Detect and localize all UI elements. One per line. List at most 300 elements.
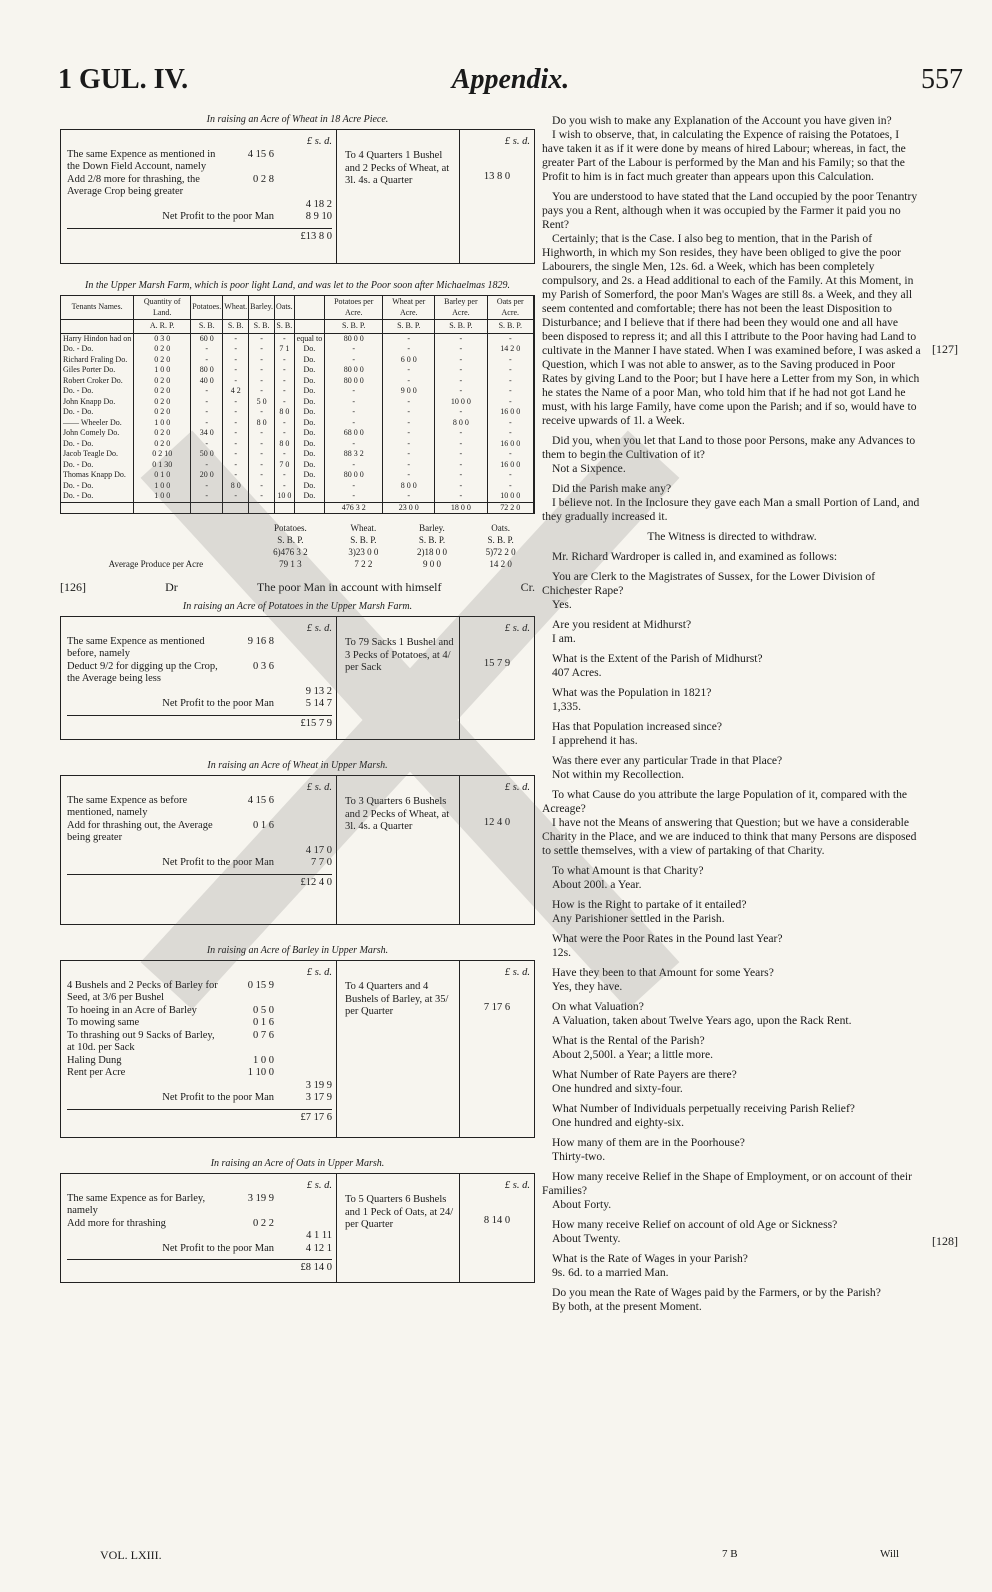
question: Has that Population increased since? xyxy=(552,720,722,733)
unit-header xyxy=(294,320,325,334)
spacer xyxy=(274,980,332,1005)
table-cell: 0 1 30 xyxy=(134,460,191,471)
answer: I am. xyxy=(552,632,576,645)
credit-total: 15 7 9 xyxy=(483,657,511,669)
table-cell xyxy=(223,502,249,513)
table-cell: 8 0 xyxy=(223,481,249,492)
unit-header: S. B. P. xyxy=(487,320,533,334)
table-cell: - xyxy=(274,376,294,387)
potatoes-account xyxy=(60,616,535,740)
credit-total-col xyxy=(459,130,534,263)
table-row xyxy=(61,418,534,429)
table-row xyxy=(61,460,534,471)
table-cell: 0 2 0 xyxy=(134,344,191,355)
unit-header xyxy=(61,320,134,334)
answer: 9s. 6d. to a married Man. xyxy=(552,1266,669,1279)
expense-text: Deduct 9/2 for digging up the Crop, the Average being less xyxy=(67,660,218,684)
table-row xyxy=(61,376,534,387)
column-header: Potatoes. xyxy=(191,296,223,320)
table-cell: 0 2 10 xyxy=(134,449,191,460)
avg-cell: Oats. xyxy=(491,523,511,533)
total-cell: 23 0 0 xyxy=(383,502,435,513)
spacer xyxy=(274,795,332,820)
table-cell: —— Wheeler Do. xyxy=(61,418,134,429)
table-cell: - xyxy=(487,418,533,429)
table-cell: 1 0 0 xyxy=(134,418,191,429)
table-cell: - xyxy=(383,439,435,450)
table-cell: 0 3 0 xyxy=(134,333,191,344)
total-amount: 7 17 6 xyxy=(305,1111,332,1123)
account-heading xyxy=(60,580,535,595)
credit-total-col xyxy=(459,961,534,1137)
table-cell: 8 0 xyxy=(274,407,294,418)
column-header: Oats. xyxy=(274,296,294,320)
barley-account xyxy=(60,960,535,1138)
table-cell: - xyxy=(223,470,249,481)
avg-cell: S. B. P. xyxy=(350,535,377,545)
table-cell: 34 0 xyxy=(191,428,223,439)
lsd-header: £ s. d. xyxy=(504,623,530,634)
table-cell: Do. xyxy=(294,449,325,460)
table-cell: - xyxy=(191,481,223,492)
avg-cell: Barley. xyxy=(419,523,445,533)
table-cell: Richard Fraling Do. xyxy=(61,355,134,366)
question: What Number of Rate Payers are there? xyxy=(552,1068,737,1081)
table-cell xyxy=(249,502,275,513)
expense-sum: 3 19 9 xyxy=(305,1079,332,1091)
expense-line xyxy=(67,1017,332,1030)
table-cell: 10 0 xyxy=(274,491,294,502)
table-cell: Do. - Do. xyxy=(61,386,134,397)
table-cell: - xyxy=(223,418,249,429)
table-cell: 88 3 2 xyxy=(325,449,383,460)
answer: Any Parishioner settled in the Parish. xyxy=(552,912,725,925)
lsd-header: £ s. d. xyxy=(306,136,332,147)
oats-title: In raising an Acre of Oats in Upper Marsh. xyxy=(210,1158,385,1169)
table-row xyxy=(61,365,534,376)
question: You are Clerk to the Magistrates of Sussex, for the Lower Division of Chichester Rape? xyxy=(542,570,876,597)
table-cell: 80 0 0 xyxy=(325,470,383,481)
regnal-year: 1 GUL. IV. xyxy=(58,64,189,95)
question: What were the Poor Rates in the Pound last Year? xyxy=(552,932,783,945)
unit-header: S. B. P. xyxy=(383,320,435,334)
table-cell: Robert Croker Do. xyxy=(61,376,134,387)
lsd-header: £ s. d. xyxy=(306,967,332,978)
table-cell: 80 0 0 xyxy=(325,376,383,387)
avg-cell: 79 1 3 xyxy=(279,559,302,569)
table-row xyxy=(61,481,534,492)
expense-text: The same Expence as for Barley, namely xyxy=(67,1192,206,1216)
page-title: Appendix. xyxy=(451,64,570,95)
table-cell: - xyxy=(274,418,294,429)
table-cell: Harry Hindon had on xyxy=(61,333,134,344)
column-header: Quantity of Land. xyxy=(134,296,191,320)
avg-label: Average Produce per Acre xyxy=(108,559,204,569)
credit-description: To 4 Quarters and 4 Bushels of Barley, at 35/ per Quarter xyxy=(345,981,449,1017)
expense-amount: 0 1 6 xyxy=(253,819,274,831)
avg-cell: S. B. P. xyxy=(418,535,446,545)
lsd-header: £ s. d. xyxy=(504,1180,530,1191)
question: Do you mean the Rate of Wages paid by the Farmers, or by the Parish? xyxy=(552,1286,881,1299)
table-cell: - xyxy=(325,355,383,366)
avg-cell: Wheat. xyxy=(350,523,377,533)
expense-line xyxy=(67,1030,332,1055)
table-cell: 10 0 0 xyxy=(487,491,533,502)
table-cell: Jacob Teagle Do. xyxy=(61,449,134,460)
expense-line xyxy=(67,820,332,845)
table-cell: Do. xyxy=(294,355,325,366)
expense-text: Add 2/8 more for thrashing, the Average Crop being greater xyxy=(67,173,200,197)
question: To what Cause do you attribute the large Population of it, compared with the Acreage? xyxy=(542,788,908,815)
table-cell xyxy=(191,502,223,513)
expense-line xyxy=(67,1005,332,1018)
table-cell: Do. xyxy=(294,470,325,481)
table-cell: 0 2 0 xyxy=(134,376,191,387)
direction: The Witness is directed to withdraw. xyxy=(647,530,817,543)
table-cell: - xyxy=(223,449,249,460)
table-cell: - xyxy=(274,449,294,460)
unit-header: S. B. P. xyxy=(435,320,487,334)
table-cell: - xyxy=(274,397,294,408)
table-cell: - xyxy=(325,386,383,397)
debit-side xyxy=(61,130,337,263)
spacer xyxy=(274,1193,332,1218)
credit-side xyxy=(337,130,534,263)
table-cell: - xyxy=(249,407,275,418)
barley-title: In raising an Acre of Barley in Upper Marsh. xyxy=(206,945,389,956)
table-row xyxy=(61,449,534,460)
question: How many receive Relief in the Shape of Employment, or on account of their Families? xyxy=(542,1170,912,1197)
table-cell: - xyxy=(435,386,487,397)
expense-text: To mowing same xyxy=(67,1017,140,1028)
total-amount: 15 7 9 xyxy=(305,717,332,729)
table-cell: - xyxy=(383,333,435,344)
table-cell: - xyxy=(435,428,487,439)
table-cell: - xyxy=(435,449,487,460)
column-header: Oats per Acre. xyxy=(487,296,533,320)
answer: About 2,500l. a Year; a little more. xyxy=(552,1048,713,1061)
lsd-header: £ s. d. xyxy=(504,782,530,793)
expense-line xyxy=(67,1193,332,1218)
expense-line xyxy=(67,661,332,686)
table-cell xyxy=(294,502,325,513)
table-cell: - xyxy=(487,449,533,460)
table-cell: 7 1 xyxy=(274,344,294,355)
answer: About 200l. a Year. xyxy=(552,878,642,891)
answer: 407 Acres. xyxy=(552,666,602,679)
total-line xyxy=(67,1109,332,1125)
unit-header: S. B. P. xyxy=(325,320,383,334)
credit-total: 7 17 6 xyxy=(483,1001,511,1013)
profit-label: Net Profit to the poor Man xyxy=(162,857,274,868)
sum-line xyxy=(67,199,332,212)
table-cell: - xyxy=(223,439,249,450)
spacer xyxy=(274,1005,332,1018)
wheat-title: In raising an Acre of Wheat in Upper Marsh. xyxy=(207,760,388,771)
table-cell: - xyxy=(249,470,275,481)
credit-total-col xyxy=(459,776,534,924)
table-cell: - xyxy=(435,333,487,344)
credit-label: Cr. xyxy=(520,580,535,594)
spacer xyxy=(67,1080,274,1093)
table-cell: - xyxy=(435,344,487,355)
table-cell: - xyxy=(383,491,435,502)
question: Did you, when you let that Land to those poor Persons, make any Advances to them to begin the Cultivation of it? xyxy=(542,434,916,461)
table-cell: 16 0 0 xyxy=(487,460,533,471)
table-cell: 1 0 0 xyxy=(134,481,191,492)
table-cell: - xyxy=(191,407,223,418)
table-cell: - xyxy=(487,333,533,344)
table-cell: Do. xyxy=(294,376,325,387)
expense-sum: 9 13 2 xyxy=(305,685,332,697)
expense-text: The same Expence as mentioned before, namely xyxy=(67,635,205,659)
credit-side xyxy=(337,776,534,924)
expense-line xyxy=(67,1067,332,1080)
table-cell: - xyxy=(191,439,223,450)
table-cell: - xyxy=(325,407,383,418)
spacer xyxy=(67,845,274,858)
table-cell: 16 0 0 xyxy=(487,439,533,450)
page-header xyxy=(58,64,963,104)
credit-description: To 5 Quarters 6 Bushels and 1 Peck of Oats, at 24/ per Quarter xyxy=(345,1194,454,1230)
spacer xyxy=(67,1230,274,1243)
table-cell: - xyxy=(249,460,275,471)
table-cell: 80 0 0 xyxy=(325,365,383,376)
table-cell: 0 2 0 xyxy=(134,386,191,397)
table-cell: Giles Porter Do. xyxy=(61,365,134,376)
expense-line xyxy=(67,149,332,174)
expense-sum: 4 1 11 xyxy=(306,1230,332,1241)
table-cell: 4 2 xyxy=(223,386,249,397)
expense-text: Haling Dung xyxy=(67,1054,122,1066)
answer: About Twenty. xyxy=(552,1232,621,1245)
total-amount: 8 14 0 xyxy=(305,1262,332,1273)
average-produce xyxy=(60,522,535,570)
table-cell: - xyxy=(383,407,435,418)
table-cell: - xyxy=(191,460,223,471)
expense-line xyxy=(67,1055,332,1068)
debit-side xyxy=(61,1174,337,1282)
debit-side xyxy=(61,961,337,1137)
question: What Number of Individuals perpetually receiving Parish Relief? xyxy=(552,1102,855,1115)
expense-text: The same Expence as mentioned in the Down Field Account, namely xyxy=(67,148,216,172)
answer: By both, at the present Moment. xyxy=(552,1300,702,1313)
question: What is the Extent of the Parish of Midhurst? xyxy=(552,652,763,665)
signature-mark: 7 B xyxy=(722,1548,738,1560)
answer: I believe not. In the Inclosure they gave each Man a small Portion of Land, and they gradually increased it. xyxy=(542,496,920,523)
unit-header: S. B. xyxy=(223,320,249,334)
table-cell: 8 0 0 xyxy=(383,481,435,492)
table-cell: Do. - Do. xyxy=(61,460,134,471)
debit-side xyxy=(61,776,337,924)
expense-amount: 3 19 9 xyxy=(247,1192,274,1204)
table-cell: 68 0 0 xyxy=(325,428,383,439)
table-cell: - xyxy=(383,397,435,408)
avg-cell: 14 2 0 xyxy=(489,559,512,569)
expense-amount: 0 1 6 xyxy=(253,1017,274,1028)
answer: I wish to observe, that, in calculating the Expence of raising the Potatoes, I have taken it as if it were done by means of hired Labour; whereas, in fact, the greater Part of the Labour is performed by the Man and his Family; so that the Profit to him is in fact much greater than appears upon this Calculation. xyxy=(542,128,906,183)
profit-amount: 3 17 9 xyxy=(305,1092,332,1103)
table-cell: 5 0 xyxy=(249,397,275,408)
tenants-title: In the Upper Marsh Farm, which is poor light Land, and was let to the Poor soon after Michaelmas 1829. xyxy=(85,280,510,291)
expense-amount: 0 15 9 xyxy=(247,979,274,991)
table-cell: Do. xyxy=(294,428,325,439)
answer: Yes. xyxy=(552,598,572,611)
question: Do you wish to make any Explanation of the Account you have given in? xyxy=(552,114,892,127)
expense-text: 4 Bushels and 2 Pecks of Barley for Seed, at 3/6 per Bushel xyxy=(67,979,218,1003)
expense-text: The same Expence as before mentioned, namely xyxy=(67,794,188,818)
question: How many of them are in the Poorhouse? xyxy=(552,1136,745,1149)
catchword: Will xyxy=(880,1548,900,1560)
column-header xyxy=(294,296,325,320)
profit-line xyxy=(67,857,332,870)
table-cell: - xyxy=(249,333,275,344)
oats-account xyxy=(60,1173,535,1283)
question: To what Amount is that Charity? xyxy=(552,864,704,877)
table-cell: 80 0 0 xyxy=(325,333,383,344)
expense-sum: 4 18 2 xyxy=(305,198,332,210)
table-cell: equal to xyxy=(294,333,325,344)
spacer xyxy=(274,1218,332,1231)
answer: Thirty-two. xyxy=(552,1150,606,1163)
credit-side xyxy=(337,1174,534,1282)
expense-line xyxy=(67,1218,332,1231)
answer: Not a Sixpence. xyxy=(552,462,626,475)
table-cell: 0 2 0 xyxy=(134,397,191,408)
table-cell: - xyxy=(383,344,435,355)
table-cell: - xyxy=(274,365,294,376)
column-header: Wheat. xyxy=(223,296,249,320)
table-cell: - xyxy=(383,460,435,471)
column-header: Barley. xyxy=(249,296,275,320)
total-cell: 72 2 0 xyxy=(487,502,533,513)
table-cell: - xyxy=(223,428,249,439)
profit-line xyxy=(67,211,332,224)
unit-header: A. R. P. xyxy=(134,320,191,334)
expense-amount: 9 16 8 xyxy=(247,635,274,647)
table-cell: - xyxy=(325,491,383,502)
question: Did the Parish make any? xyxy=(552,482,672,495)
table-cell: - xyxy=(274,355,294,366)
credit-side xyxy=(337,617,534,739)
page-number: 557 xyxy=(921,64,963,95)
table-cell: - xyxy=(249,449,275,460)
expense-amount: 4 15 6 xyxy=(247,794,274,806)
table-cell: Do. xyxy=(294,491,325,502)
table-cell: - xyxy=(249,481,275,492)
table-cell: - xyxy=(274,470,294,481)
table-cell: Do. - Do. xyxy=(61,491,134,502)
table-cell: - xyxy=(325,344,383,355)
avg-label xyxy=(60,534,252,546)
table-row xyxy=(61,397,534,408)
table-cell: - xyxy=(435,470,487,481)
table-cell: - xyxy=(249,355,275,366)
profit-amount: 5 14 7 xyxy=(305,698,332,709)
question: Mr. Richard Wardroper is called in, and examined as follows: xyxy=(552,550,838,563)
sum-line xyxy=(67,686,332,699)
question: Have they been to that Amount for some Years? xyxy=(552,966,774,979)
profit-line xyxy=(67,1092,332,1105)
table-cell: - xyxy=(274,386,294,397)
question: How many receive Relief on account of old Age or Sickness? xyxy=(552,1218,838,1231)
table-cell: - xyxy=(223,376,249,387)
unit-header: S. B. xyxy=(249,320,275,334)
table-cell: - xyxy=(274,481,294,492)
table-cell: 9 0 0 xyxy=(383,386,435,397)
table-cell: 20 0 xyxy=(191,470,223,481)
table-cell: - xyxy=(435,439,487,450)
table-cell: 8 0 0 xyxy=(435,418,487,429)
profit-amount: 7 7 0 xyxy=(311,857,332,868)
table-cell: - xyxy=(325,481,383,492)
pound-sign: £ xyxy=(300,717,306,729)
total-amount: 12 4 0 xyxy=(305,876,332,888)
expense-amount: 0 5 0 xyxy=(253,1004,274,1016)
total-line xyxy=(67,715,332,731)
table-cell: Do. xyxy=(294,397,325,408)
table-cell: - xyxy=(325,460,383,471)
expense-text: Add for thrashing out, the Average being greater xyxy=(67,819,213,843)
total-line xyxy=(67,228,332,244)
table-cell: - xyxy=(249,365,275,376)
avg-cell: 7 2 2 xyxy=(354,559,373,569)
unit-header: S. B. xyxy=(191,320,223,334)
lsd-header: £ s. d. xyxy=(306,782,332,793)
table-cell: - xyxy=(223,407,249,418)
account-heading-text: The poor Man in account with himself xyxy=(256,580,442,594)
question: On what Valuation? xyxy=(552,1000,644,1013)
profit-label: Net Profit to the poor Man xyxy=(162,1242,274,1254)
table-cell: - xyxy=(325,439,383,450)
table-cell: - xyxy=(223,491,249,502)
table-cell: - xyxy=(249,344,275,355)
sum-line xyxy=(67,1230,332,1243)
lsd-header: £ s. d. xyxy=(306,623,332,634)
credit-total: 13 8 0 xyxy=(483,170,511,182)
table-cell: - xyxy=(487,355,533,366)
question: What is the Rental of the Parish? xyxy=(552,1034,705,1047)
expense-text: To thrashing out 9 Sacks of Barley, at 10d. per Sack xyxy=(67,1029,215,1053)
table-cell: 7 0 xyxy=(274,460,294,471)
expense-amount: 1 10 0 xyxy=(247,1067,274,1078)
table-cell: Do. xyxy=(294,439,325,450)
table-cell: Do. xyxy=(294,418,325,429)
table-cell: - xyxy=(191,418,223,429)
profit-label: Net Profit to the poor Man xyxy=(162,211,274,222)
left-column xyxy=(60,108,535,1283)
unit-header: S. B. xyxy=(274,320,294,334)
answer: I apprehend it has. xyxy=(552,734,638,747)
table-cell: - xyxy=(383,470,435,481)
answer: 12s. xyxy=(552,946,572,959)
table-cell: 80 0 xyxy=(191,365,223,376)
right-column xyxy=(542,108,922,1314)
answer: 1,335. xyxy=(552,700,581,713)
column-header: Tenants Names. xyxy=(61,296,134,320)
table-cell: - xyxy=(223,460,249,471)
profit-line xyxy=(67,1243,332,1256)
table-cell: Do. - Do. xyxy=(61,407,134,418)
question: What is the Rate of Wages in your Parish? xyxy=(552,1252,748,1265)
expense-text: To hoeing in an Acre of Barley xyxy=(67,1004,197,1016)
table-cell: 0 1 0 xyxy=(134,470,191,481)
table-cell: Do. - Do. xyxy=(61,344,134,355)
table-cell: - xyxy=(191,355,223,366)
column-header: Barley per Acre. xyxy=(435,296,487,320)
spacer xyxy=(274,1030,332,1055)
side-note-126: [126] xyxy=(60,580,86,594)
